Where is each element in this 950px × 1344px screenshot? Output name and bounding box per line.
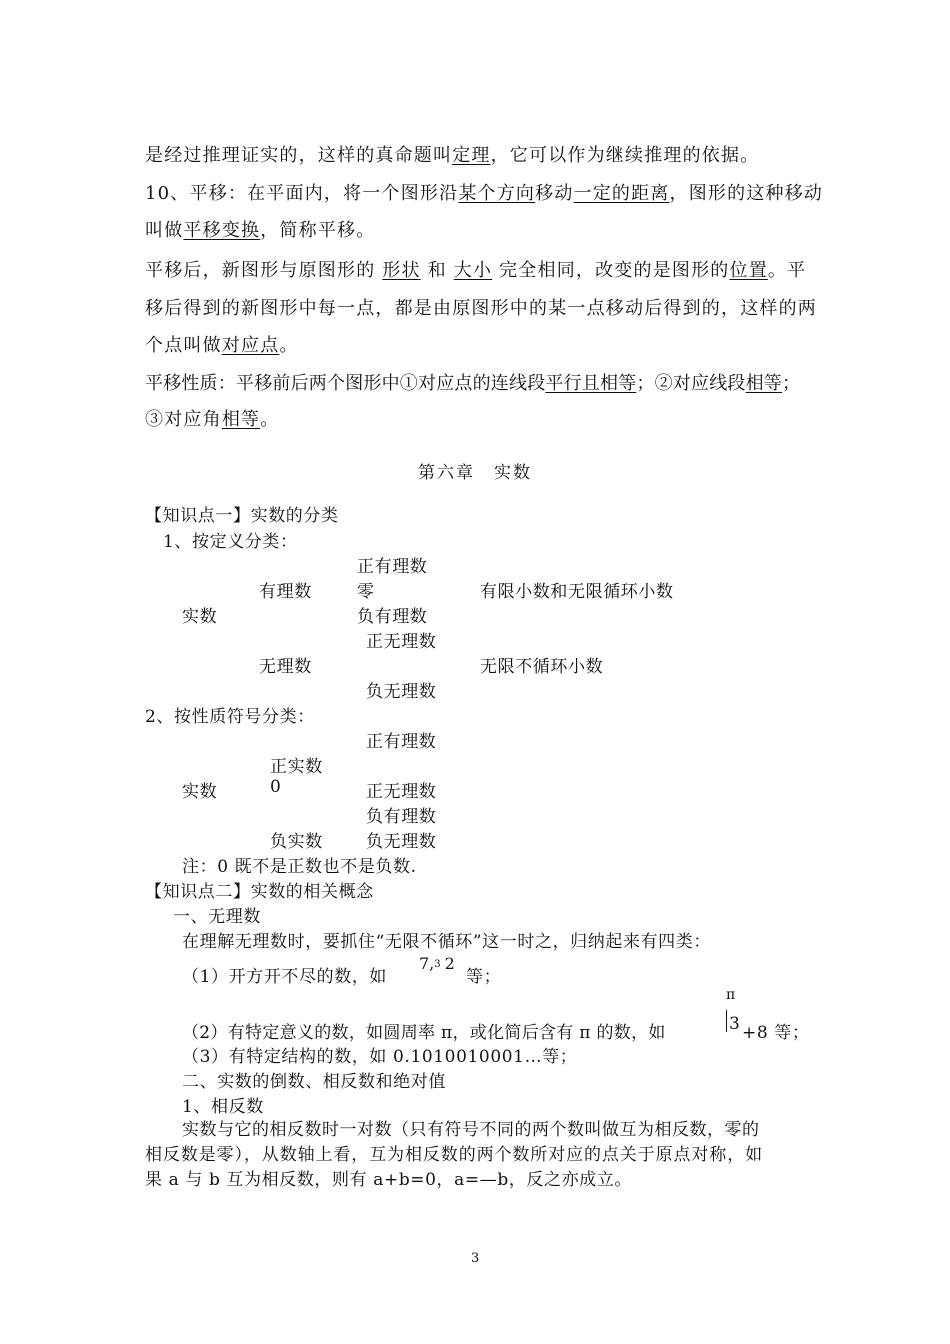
math-expression [419, 954, 455, 973]
tree-node: 零 [357, 582, 375, 602]
text-span: 。 [260, 409, 280, 430]
tree-node: 无理数 [259, 657, 312, 677]
text-line [145, 179, 823, 205]
text-span: ，图形的这种移动 [669, 183, 824, 204]
underlined-term: 相等 [745, 373, 783, 394]
tree-node: 正有理数 [366, 732, 437, 752]
tree-root: 实数 [182, 782, 218, 802]
underlined-term: 一定的距离 [573, 183, 670, 204]
text-span: 个点叫做 [145, 335, 222, 356]
subheading: 1、相反数 [182, 1097, 264, 1117]
tree-note: 有限小数和无限循环小数 [480, 582, 674, 602]
fraction-denominator: 3 [729, 1014, 740, 1034]
paragraph-line: 实数与它的相反数时一对数（只有符号不同的两个数叫做互为相反数，零的 [182, 1120, 760, 1140]
tree-node: 0 [270, 777, 282, 797]
text-span: 10、平移：在平面内，将一个图形沿 [145, 183, 459, 204]
underlined-term: 定理 [452, 145, 491, 166]
text-span: 平移后，新图形与原图形的 [145, 260, 376, 281]
text-span: ③对应角 [145, 409, 222, 430]
text-span: 等； [466, 967, 502, 987]
fraction-numerator: π [726, 987, 736, 1003]
underlined-term: 平移变换 [183, 220, 261, 241]
tree-note: 无限不循环小数 [480, 657, 604, 677]
list-item: （2）有特定意义的数，如圆周率 π，或化简后含有 π 的数，如 [182, 1023, 666, 1043]
math-term: 2 [444, 954, 455, 973]
fraction-bar [726, 1010, 727, 1032]
tree-node: 负有理数 [366, 807, 437, 827]
text-span: 移动 [535, 183, 574, 204]
tree-node: 负实数 [270, 832, 323, 852]
chapter-title: 第六章 实数 [418, 463, 532, 483]
tree-node: 正无理数 [366, 632, 437, 652]
list-item: （3）有特定结构的数，如 0.1010010001…等； [182, 1047, 578, 1067]
text-span: 。平 [767, 260, 807, 281]
text-span: 。 [279, 335, 299, 356]
paragraph-line: 果 a 与 b 互为相反数，则有 a+b=0，a=—b，反之亦成立。 [145, 1170, 633, 1190]
text-line [145, 331, 299, 357]
underlined-term: 位置 [729, 260, 768, 281]
math-term: 7, [419, 954, 435, 973]
text-span: 和 [427, 260, 447, 281]
subheading: 一、无理数 [173, 907, 261, 927]
paragraph-line: 在理解无理数时，要抓住“无限不循环”这一时之，归纳起来有四类： [182, 932, 711, 952]
underlined-term: 形状 [382, 260, 421, 281]
underlined-term: 大小 [453, 260, 493, 281]
tree-node: 正有理数 [357, 557, 428, 577]
text-span: ； [782, 373, 801, 394]
text-line [145, 256, 806, 282]
text-span: ；②对应线段 [636, 373, 746, 394]
text-span: 完全相同，改变的是图形的 [499, 260, 730, 281]
tree-root: 实数 [182, 607, 218, 627]
subheading: 二、实数的倒数、相反数和绝对值 [182, 1072, 446, 1092]
subheading: 1、按定义分类： [163, 532, 298, 552]
text-span: 是经过推理证实的，这样的真命题叫 [145, 145, 453, 166]
note: 注：0 既不是正数也不是负数. [182, 857, 417, 877]
underlined-term: 平行且相等 [545, 373, 637, 394]
tree-node: 正实数 [270, 757, 323, 777]
text-line [145, 216, 375, 242]
underlined-term: 相等 [221, 409, 261, 430]
tree-node: 负无理数 [366, 682, 437, 702]
text-span: ，它可以作为继续推理的依据。 [490, 145, 760, 166]
text-span: +8 等； [742, 1023, 810, 1043]
paragraph-line: 相反数是零），从数轴上看，互为相反数的两个数所对应的点关于原点对称，如 [145, 1145, 763, 1165]
subheading: 2、按性质符号分类： [145, 707, 315, 727]
underlined-term: 对应点 [221, 335, 280, 356]
section-heading: 【知识点一】实数的分类 [145, 506, 339, 526]
tree-node: 正无理数 [366, 782, 437, 802]
tree-node: 负有理数 [357, 607, 428, 627]
text-line [145, 405, 279, 431]
text-span: 叫做 [145, 220, 184, 241]
text-line: 移后得到的新图形中每一点，都是由原图形中的某一点移动后得到的，这样的两 [145, 298, 817, 319]
section-heading: 【知识点二】实数的相关概念 [145, 882, 374, 902]
text-span: 平移性质：平移前后两个图形中①对应点的连线段 [145, 373, 546, 394]
text-line [145, 369, 800, 395]
text-span: ，简称平移。 [260, 220, 376, 241]
math-index: 3 [434, 959, 441, 970]
page-number: 3 [471, 1251, 480, 1266]
list-item: （1）开方开不尽的数，如 [182, 967, 388, 987]
tree-node: 有理数 [259, 582, 312, 602]
text-line [145, 141, 759, 167]
underlined-term: 某个方向 [458, 183, 536, 204]
tree-node: 负无理数 [366, 832, 437, 852]
